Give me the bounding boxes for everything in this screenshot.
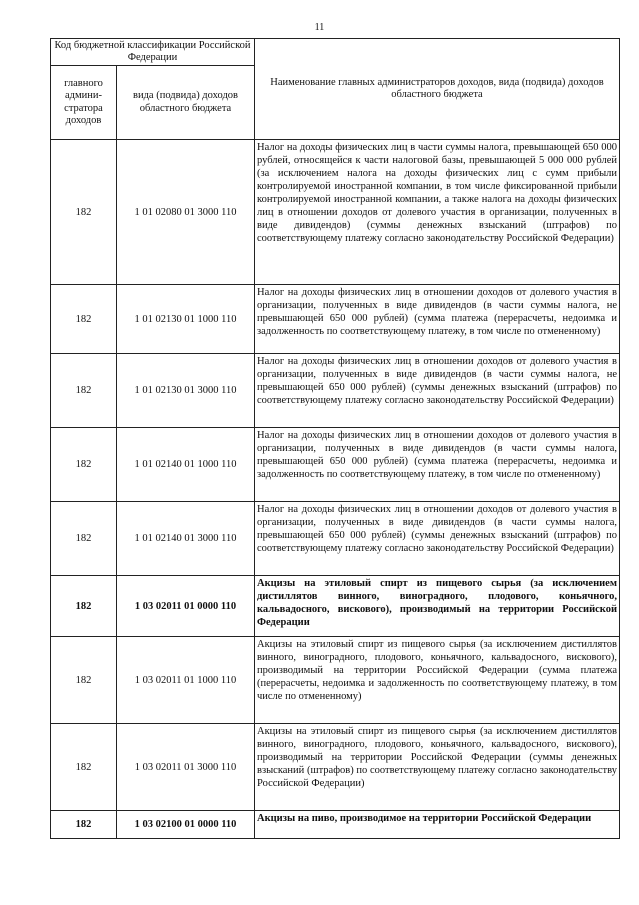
admin-code-cell: 182 (51, 724, 117, 811)
revenue-code-cell: 1 03 02011 01 0000 110 (117, 576, 255, 637)
header-budget-code-group: Код бюджетной классификации Российской Федерации (51, 39, 255, 66)
table-row (51, 354, 620, 428)
revenue-code-cell: 1 03 02011 01 1000 110 (117, 637, 255, 724)
revenue-name-cell: Акцизы на этиловый спирт из пищевого сырья (за исключением дистиллятов винного, виноградного, плодового, коньячного, кальвадосного, вискового), производимый на территории Российской Федерации (сумма платежа (перерасчеты, недоимка и задолженность по соответствующему платежу, в том числе по отмененному) (255, 637, 620, 724)
admin-code-cell: 182 (51, 811, 117, 839)
table-body (51, 140, 620, 839)
revenue-code-cell: 1 01 02080 01 3000 110 (117, 140, 255, 285)
revenue-name-cell: Налог на доходы физических лиц в части суммы налога, превышающей 650 000 рублей, относящейся к части налоговой базы, превышающей 5 000 000 рублей (за исключением налога на доходы физических лиц с сумм прибыли контролируемой иностранной компании, в том числе фиксированной прибыли контролируемой иностранной компании, а также налога на доходы физических лиц в отношении доходов от долевого участия в организации, полученных в виде дивидендов) (суммы денежных взысканий (штрафов) по соответствующему платежу согласно законодательству Российской Федерации) (255, 140, 620, 285)
header-name-column: Наименование главных администраторов доходов, вида (подвида) доходов областного бюджета (255, 39, 620, 140)
table-header (51, 39, 620, 140)
admin-code-cell: 182 (51, 576, 117, 637)
table-row (51, 502, 620, 576)
table-row (51, 140, 620, 285)
table-row (51, 637, 620, 724)
table-row (51, 428, 620, 502)
revenue-name-cell: Налог на доходы физических лиц в отношении доходов от долевого участия в организации, полученных в виде дивидендов (в части суммы налога, превышающей 650 000 рублей) (сумма платежа (перерасчеты, недоимка и задолженность по соответствующему платежу, в том числе по отмененному) (255, 428, 620, 502)
admin-code-cell: 182 (51, 502, 117, 576)
table-row (51, 811, 620, 839)
admin-code-cell: 182 (51, 637, 117, 724)
revenue-code-cell: 1 03 02100 01 0000 110 (117, 811, 255, 839)
admin-code-cell: 182 (51, 428, 117, 502)
page-number: 11 (314, 22, 325, 33)
budget-classification-table (50, 38, 620, 839)
revenue-name-cell: Налог на доходы физических лиц в отношении доходов от долевого участия в организации, полученных в виде дивидендов (в части суммы налога, не превышающей 650 000 рублей) (сумма платежа (перерасчеты, недоимка и задолженность по соответствующему платежу, в том числе по отмененному) (255, 285, 620, 354)
revenue-name-cell: Акцизы на пиво, производимое на территории Российской Федерации (255, 811, 620, 839)
admin-code-cell: 182 (51, 140, 117, 285)
revenue-code-cell: 1 01 02130 01 1000 110 (117, 285, 255, 354)
revenue-name-cell: Налог на доходы физических лиц в отношении доходов от долевого участия в организации, полученных в виде дивидендов (в части суммы налога, превышающей 650 000 рублей) (суммы денежных взысканий (штрафов) по соответствующему платежу согласно законодательству Российской Федерации) (255, 502, 620, 576)
revenue-code-cell: 1 01 02140 01 1000 110 (117, 428, 255, 502)
table-row (51, 285, 620, 354)
header-code-column: вида (подвида) доходов областного бюджета (117, 66, 255, 140)
header-admin-column: главного админи-стратора доходов (51, 66, 117, 140)
revenue-name-cell: Налог на доходы физических лиц в отношении доходов от долевого участия в организации, полученных в виде дивидендов (в части суммы налога, не превышающей 650 000 рублей) (суммы денежных взысканий (штрафов) по соответствующему платежу согласно законодательству Российской Федерации) (255, 354, 620, 428)
admin-code-cell: 182 (51, 285, 117, 354)
table-row (51, 724, 620, 811)
revenue-code-cell: 1 01 02130 01 3000 110 (117, 354, 255, 428)
revenue-code-cell: 1 03 02011 01 3000 110 (117, 724, 255, 811)
revenue-name-cell: Акцизы на этиловый спирт из пищевого сырья (за исключением дистиллятов винного, виноградного, плодового, коньячного, кальвадосного, вискового), производимый на территории Российской Федерации (255, 576, 620, 637)
admin-code-cell: 182 (51, 354, 117, 428)
revenue-name-cell: Акцизы на этиловый спирт из пищевого сырья (за исключением дистиллятов винного, виноградного, плодового, коньячного, кальвадосного, вискового), производимый на территории Российской Федерации (суммы денежных взысканий (штрафов) по соответствующему платежу согласно законодательству Российской Федерации) (255, 724, 620, 811)
revenue-code-cell: 1 01 02140 01 3000 110 (117, 502, 255, 576)
table-row (51, 576, 620, 637)
